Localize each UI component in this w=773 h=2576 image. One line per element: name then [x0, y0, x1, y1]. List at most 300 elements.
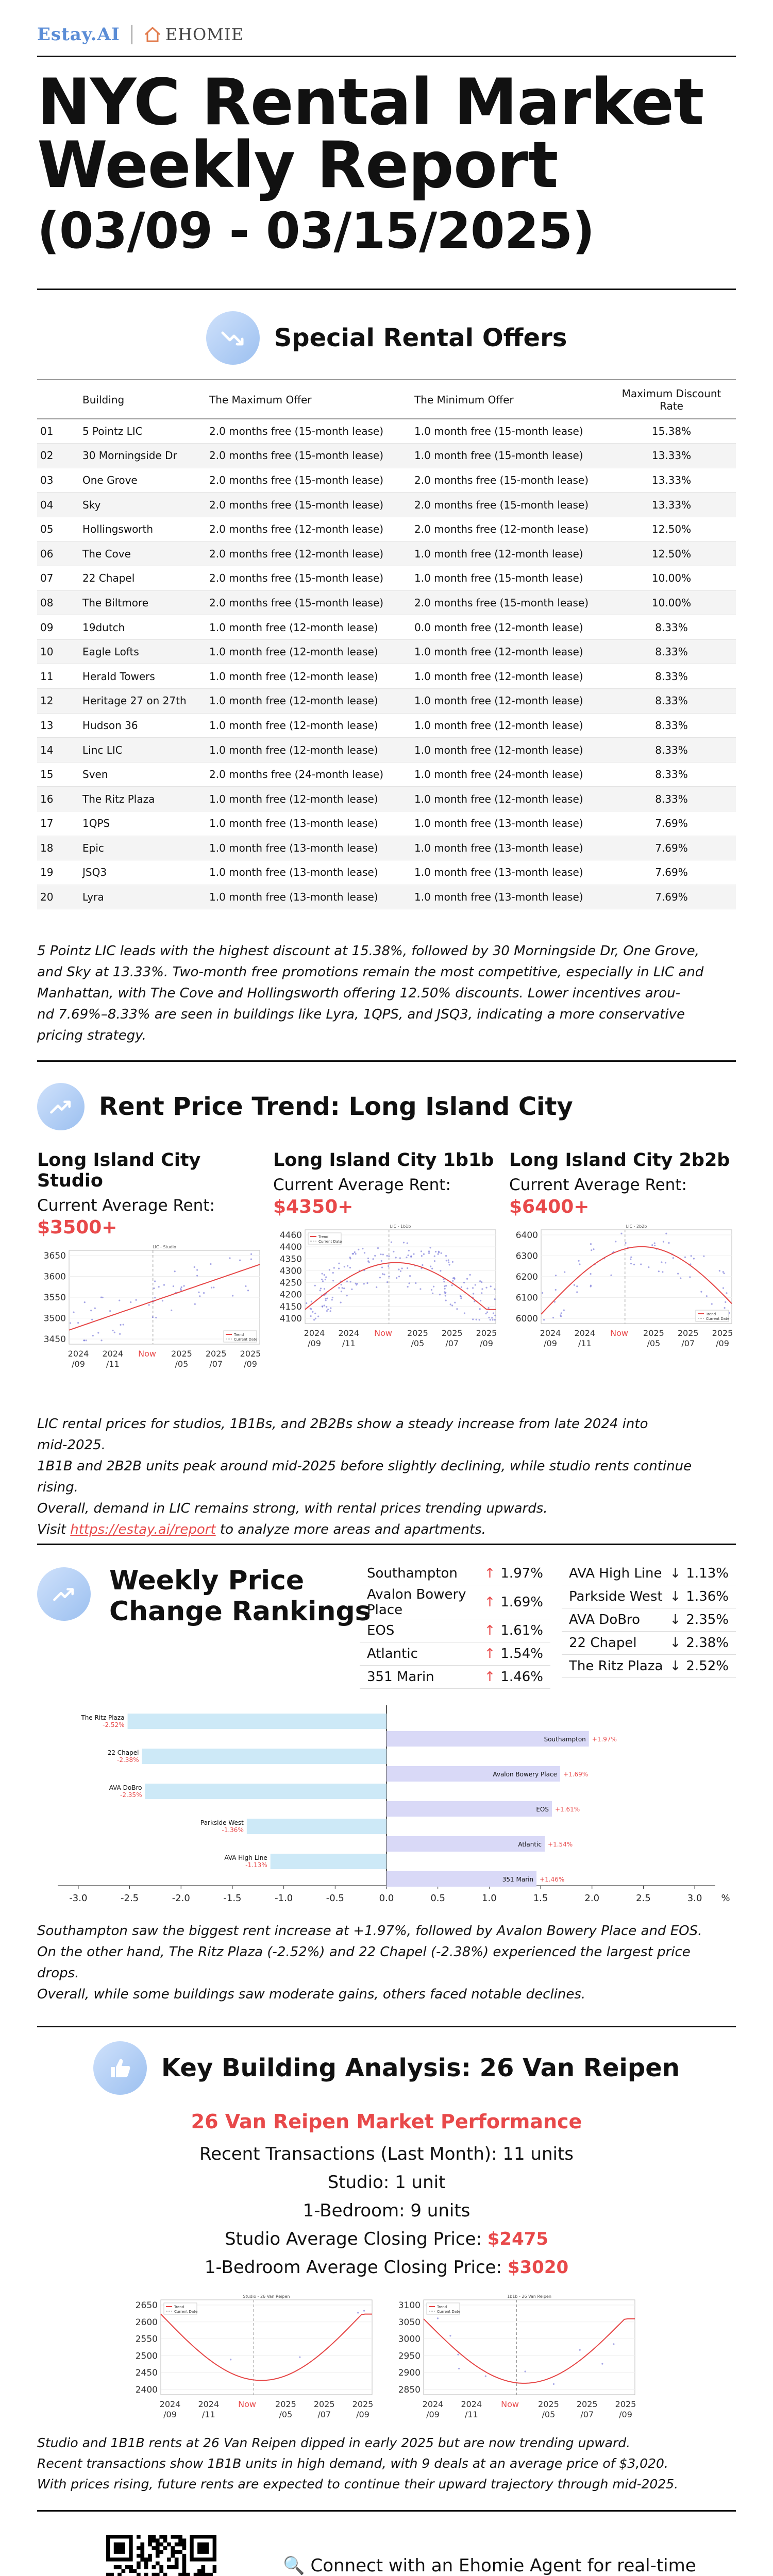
offer-index: 14	[37, 738, 79, 762]
trend-label: Current Average Rent:	[37, 1196, 215, 1215]
offer-discount: 8.33%	[607, 762, 736, 787]
scatter-point	[481, 1281, 482, 1283]
qr-module	[201, 2565, 205, 2569]
bar-value-label: +1.46%	[540, 1876, 565, 1883]
x-tick-label: /05	[175, 1359, 189, 1369]
offer-max: 1.0 month free (12-month lease)	[206, 787, 411, 811]
qr-module	[178, 2535, 182, 2539]
rank-bar-chart	[37, 1700, 736, 1917]
bar-name-label: Parkside West	[200, 1819, 244, 1826]
scatter-point	[434, 1260, 435, 1262]
scatter-point	[452, 1261, 453, 1263]
scatter-point	[100, 1297, 102, 1298]
qr-module	[140, 2557, 144, 2562]
offer-discount: 10.00%	[607, 590, 736, 615]
scatter-point	[338, 1263, 340, 1264]
scatter-point	[92, 1335, 94, 1336]
summary-line: nd 7.69%–8.33% are seen in buildings like Lyra, 1QPS, and JSQ3, indicating a more conservative	[37, 1007, 685, 1022]
qr-module	[129, 2565, 133, 2569]
offer-min: 0.0 month free (12-month lease)	[411, 615, 607, 640]
summary-line: Southampton saw the biggest rent increase at +1.97%, followed by Avalon Bowery Place and EOS.	[37, 1923, 702, 1939]
section-rule	[37, 2510, 736, 2512]
scatter-point	[444, 1288, 446, 1290]
scatter-point	[357, 2312, 359, 2313]
rank-change-value: 1.61%	[500, 1623, 543, 1638]
scatter-point	[180, 1289, 182, 1291]
y-tick-label: 2400	[135, 2385, 158, 2395]
scatter-point	[410, 1256, 412, 1258]
scatter-point	[460, 1296, 462, 1297]
scatter-point	[400, 1270, 401, 1272]
offer-min: 1.0 month free (13-month lease)	[411, 811, 607, 836]
scatter-point	[203, 1292, 205, 1294]
scatter-point	[344, 1266, 345, 1267]
y-tick-label: 3650	[43, 1251, 66, 1261]
bedroom-count-line: 1-Bedroom: 9 units	[303, 2200, 470, 2221]
thumbs-up-icon	[93, 2041, 147, 2095]
offer-index: 13	[37, 713, 79, 738]
scatter-point	[314, 1285, 316, 1286]
scatter-point	[109, 1310, 111, 1312]
x-tick-label: 2025	[538, 2399, 559, 2409]
col-index	[37, 380, 79, 419]
offer-building: Epic	[79, 836, 206, 860]
scatter-point	[485, 1287, 487, 1289]
x-unit-label: %	[721, 1893, 730, 1904]
scatter-point	[443, 1281, 445, 1282]
visit-prefix: Visit	[37, 1522, 71, 1537]
y-tick-label: 4200	[279, 1290, 302, 1300]
qr-module	[137, 2562, 141, 2566]
rank-building: 351 Marin	[367, 1669, 434, 1685]
negative-bar	[247, 1819, 386, 1834]
scatter-point	[421, 1255, 423, 1257]
negative-bar	[145, 1784, 386, 1799]
qr-module	[106, 2573, 110, 2576]
scatter-point	[463, 1282, 465, 1283]
scatter-point	[152, 1316, 154, 1318]
scatter-point	[691, 1255, 692, 1257]
offer-row	[37, 836, 736, 860]
x-tick-label: -1.0	[275, 1893, 293, 1904]
bar-name-label: The Ritz Plaza	[81, 1714, 125, 1721]
rank-change-value: 2.52%	[686, 1658, 729, 1674]
trend-value: $4350+	[273, 1196, 354, 1217]
offer-min: 1.0 month free (15-month lease)	[411, 419, 607, 444]
offer-discount: 7.69%	[607, 885, 736, 909]
offer-max: 1.0 month free (13-month lease)	[206, 860, 411, 885]
y-tick-label: 3450	[43, 1334, 66, 1345]
summary-line: On the other hand, The Ritz Plaza (-2.52%) and 22 Chapel (-2.38%) experienced the largest price	[37, 1944, 691, 1960]
offer-min: 2.0 months free (15-month lease)	[411, 493, 607, 517]
scatter-point	[343, 1287, 345, 1289]
qr-module	[156, 2538, 160, 2543]
offer-discount: 8.33%	[607, 713, 736, 738]
qr-module	[201, 2569, 205, 2573]
studio-price-line	[37, 2225, 736, 2253]
scatter-point	[250, 1253, 252, 1255]
x-tick-label: 2.5	[636, 1893, 651, 1904]
trend-name: Long Island City Studio	[37, 1150, 201, 1191]
col-min-offer: The Minimum Offer	[411, 380, 607, 419]
legend-date-label: Current Date	[706, 1317, 730, 1321]
qr-module	[182, 2543, 187, 2547]
scatter-point	[349, 1258, 351, 1259]
scatter-point	[494, 1315, 496, 1316]
scatter-point	[722, 1271, 724, 1273]
scatter-point	[461, 1286, 462, 1288]
offer-index: 05	[37, 517, 79, 541]
scatter-point	[373, 1258, 374, 1260]
ehomie-logo-text: EHOMIE	[165, 25, 244, 44]
qr-module	[156, 2550, 160, 2554]
summary-line: Studio and 1B1B rents at 26 Van Reipen dipped in early 2025 but are now trending upward.	[37, 2435, 631, 2450]
y-tick-label: 4350	[279, 1254, 302, 1265]
y-tick-label: 2600	[135, 2317, 158, 2328]
scatter-point	[630, 1258, 631, 1260]
offer-discount: 13.33%	[607, 468, 736, 493]
qr-module	[148, 2535, 152, 2539]
x-tick-label: 2024	[422, 2399, 444, 2409]
scatter-point	[677, 1273, 679, 1275]
x-tick-label: Now	[374, 1328, 393, 1338]
x-tick-label: /09	[308, 1338, 321, 1348]
qr-module	[117, 2573, 122, 2576]
scatter-point	[381, 1260, 382, 1262]
scatter-point	[388, 1256, 390, 1257]
scatter-point	[466, 1287, 468, 1289]
scatter-point	[324, 1274, 325, 1276]
scatter-point	[123, 1324, 124, 1325]
scatter-point	[386, 1255, 388, 1257]
trend-label: Current Average Rent:	[509, 1176, 687, 1194]
scatter-point	[326, 1310, 328, 1312]
rank-change-value: 1.36%	[686, 1589, 729, 1604]
visit-line	[37, 1519, 736, 1540]
scatter-point	[355, 1283, 357, 1284]
y-tick-label: 3050	[398, 2317, 421, 2328]
scatter-point	[648, 1266, 649, 1268]
summary-line: Overall, demand in LIC remains strong, with rental prices trending upwards.	[37, 1501, 548, 1516]
scatter-point	[332, 1280, 334, 1281]
scatter-point	[366, 1282, 368, 1284]
section-rule	[37, 1544, 736, 1545]
scatter-point	[490, 1319, 491, 1320]
scatter-point	[183, 1285, 184, 1286]
report-link[interactable]: https://estay.ai/report	[70, 1522, 216, 1537]
bar-name-label: Atlantic	[518, 1841, 542, 1848]
studio-count-line: Studio: 1 unit	[327, 2172, 446, 2193]
rank-row	[360, 1666, 550, 1689]
legend-trend-label: Trend	[437, 2305, 447, 2309]
offer-row	[37, 689, 736, 714]
negative-bar	[271, 1854, 386, 1869]
scatter-point	[665, 1233, 667, 1234]
offer-min: 1.0 month free (12-month lease)	[411, 664, 607, 689]
scatter-point	[480, 1300, 481, 1301]
scatter-point	[330, 1310, 331, 1312]
scatter-point	[196, 1275, 198, 1277]
scatter-point	[171, 1310, 172, 1311]
qr-module	[144, 2562, 148, 2566]
scatter-point	[590, 1243, 592, 1245]
bar-name-label: AVA DoBro	[109, 1784, 142, 1791]
qr-module	[182, 2538, 187, 2543]
scatter-point	[315, 1318, 316, 1319]
section-rule	[37, 2026, 736, 2027]
bar-name-label: Avalon Bowery Place	[493, 1771, 557, 1778]
key-building-header	[37, 2041, 736, 2095]
scatter-point	[689, 1276, 691, 1278]
qr-module	[152, 2546, 156, 2550]
x-tick-label: /11	[464, 2410, 478, 2419]
qr-module	[213, 2569, 216, 2573]
scatter-point	[491, 1317, 493, 1318]
offer-min: 1.0 month free (12-month lease)	[411, 689, 607, 714]
offer-min: 1.0 month free (15-month lease)	[411, 444, 607, 468]
scatter-point	[431, 1289, 432, 1291]
scatter-point	[449, 1264, 450, 1265]
scatter-point	[448, 1261, 449, 1263]
scatter-point	[494, 1319, 496, 1320]
offers-header-row	[37, 380, 736, 419]
footer-line-1: 🔍 Connect with an Ehomie Agent for real-time	[283, 2555, 696, 2576]
scatter-point	[610, 1275, 612, 1276]
x-tick-label: 2025	[205, 1349, 227, 1359]
scatter-point	[250, 1258, 252, 1260]
scatter-point	[388, 1276, 390, 1277]
qr-module	[117, 2565, 122, 2569]
qr-module	[159, 2535, 163, 2539]
key-building-title: Key Building Analysis: 26 Van Reipen	[161, 2054, 680, 2082]
scatter-point	[574, 1284, 575, 1286]
y-tick-label: 3000	[398, 2334, 421, 2345]
rankings-title-line-2: Change Rankings	[109, 1596, 371, 1627]
scatter-point	[154, 1297, 156, 1298]
scatter-point	[724, 1273, 725, 1274]
scatter-point	[543, 1319, 545, 1320]
y-tick-label: 4300	[279, 1266, 302, 1277]
x-tick-label: /11	[106, 1359, 120, 1369]
offer-building: Linc LIC	[79, 738, 206, 762]
scatter-point	[91, 1319, 93, 1320]
bar-name-label: 351 Marin	[502, 1876, 534, 1883]
chart-title: LIC - 2b2b	[626, 1224, 647, 1229]
qr-module	[167, 2557, 171, 2562]
x-tick-label: 0.0	[379, 1893, 394, 1904]
qr-module	[137, 2546, 141, 2550]
y-tick-label: 2650	[135, 2300, 158, 2311]
offer-row	[37, 566, 736, 591]
offer-row	[37, 419, 736, 444]
offer-max: 1.0 month free (12-month lease)	[206, 713, 411, 738]
y-tick-label: 2500	[135, 2351, 158, 2362]
bar-value-label: -1.13%	[245, 1861, 267, 1869]
offer-row	[37, 713, 736, 738]
qr-module	[110, 2573, 114, 2576]
rankings-header	[37, 1562, 736, 1696]
key-building-summary	[37, 2433, 736, 2495]
qr-module	[140, 2554, 144, 2558]
scatter-point	[374, 1255, 376, 1257]
scatter-point	[473, 1293, 474, 1294]
scatter-point	[102, 1297, 104, 1298]
scatter-point	[382, 1253, 384, 1255]
summary-line: Manhattan, with The Cove and Hollingsworth offering 12.50% discounts. Lower incentives arou-	[37, 986, 680, 1001]
qr-module	[140, 2550, 144, 2554]
y-tick-label: 3100	[398, 2300, 421, 2311]
rank-change-value: 1.13%	[686, 1566, 729, 1581]
key-building-stats	[37, 2110, 736, 2282]
scatter-point	[136, 1299, 137, 1301]
scatter-point	[451, 1304, 453, 1306]
scatter-point	[419, 1288, 421, 1290]
scatter-point	[306, 1302, 307, 1304]
offer-building: 19dutch	[79, 615, 206, 640]
rank-row	[360, 1619, 550, 1642]
offer-building: Lyra	[79, 885, 206, 909]
x-tick-label: 2024	[68, 1349, 89, 1359]
qr-module	[175, 2543, 179, 2547]
offer-min: 2.0 months free (12-month lease)	[411, 517, 607, 541]
offer-max: 2.0 months free (12-month lease)	[206, 541, 411, 566]
x-tick-label: 0.5	[430, 1893, 446, 1904]
scatter-point	[458, 2368, 460, 2369]
offer-discount: 8.33%	[607, 615, 736, 640]
scatter-point	[525, 2370, 526, 2372]
qr-module	[197, 2569, 201, 2573]
scatter-point	[230, 2359, 231, 2360]
scatter-point	[407, 1255, 409, 1256]
qr-module	[213, 2565, 216, 2569]
offer-discount: 15.38%	[607, 419, 736, 444]
scatter-point	[395, 1257, 397, 1258]
rank-change-value: 2.38%	[686, 1635, 729, 1651]
trend-studio	[37, 1150, 264, 1378]
scatter-point	[314, 1313, 316, 1314]
scatter-point	[429, 1247, 431, 1248]
x-tick-label: -2.5	[121, 1893, 139, 1904]
rankings-summary	[37, 1921, 736, 2005]
offer-building: Eagle Lofts	[79, 639, 206, 664]
offer-max: 1.0 month free (12-month lease)	[206, 615, 411, 640]
scatter-point	[668, 1242, 669, 1244]
legend-trend-label: Trend	[706, 1312, 716, 1316]
scatter-point	[472, 1287, 474, 1289]
scatter-point	[163, 1284, 165, 1285]
studio-price-value: $2475	[487, 2229, 549, 2249]
rank-change	[484, 1566, 543, 1581]
qr-module	[171, 2535, 175, 2539]
offer-max: 1.0 month free (13-month lease)	[206, 811, 411, 836]
scatter-point	[453, 1277, 455, 1279]
scatter-point	[726, 1292, 727, 1294]
scatter-point	[440, 1270, 441, 1272]
offers-table	[37, 379, 736, 909]
scatter-point	[615, 1241, 616, 1242]
scatter-point	[312, 1311, 313, 1313]
scatter-point	[454, 1302, 456, 1303]
x-tick-label: Now	[501, 2399, 519, 2409]
x-tick-label: 2025	[712, 1328, 733, 1338]
scatter-point	[445, 1285, 447, 1286]
rank-row	[360, 1642, 550, 1666]
qr-module	[144, 2557, 148, 2562]
y-tick-label: 6200	[515, 1272, 538, 1282]
x-tick-label: -2.0	[172, 1893, 190, 1904]
offer-row	[37, 811, 736, 836]
rank-change-value: 1.54%	[500, 1646, 543, 1662]
scatter-point	[415, 1282, 416, 1284]
1b1b-trend-chart	[273, 1222, 500, 1355]
x-tick-label: 2025	[407, 1328, 428, 1338]
house-icon	[144, 26, 161, 43]
x-tick-label: /11	[201, 2410, 215, 2419]
offer-discount: 7.69%	[607, 860, 736, 885]
trend-value: $6400+	[509, 1196, 590, 1217]
bar-value-label: -1.36%	[222, 1826, 244, 1834]
x-tick-label: /09	[544, 1338, 557, 1348]
scatter-point	[555, 1275, 557, 1276]
offer-max: 1.0 month free (12-month lease)	[206, 689, 411, 714]
scatter-point	[382, 1273, 383, 1275]
y-tick-label: 2900	[398, 2368, 421, 2379]
scatter-point	[555, 1289, 557, 1291]
qr-module	[137, 2565, 141, 2569]
rank-change	[484, 1595, 543, 1610]
negative-bar	[142, 1749, 386, 1764]
summary-line: and Sky at 13.33%. Two-month free promotions remain the most competitive, especially in LIC and	[37, 964, 704, 980]
rank-change	[670, 1658, 729, 1674]
scatter-point	[579, 1263, 580, 1265]
qr-module	[167, 2565, 171, 2569]
qr-module	[175, 2550, 179, 2554]
rank-change-value: 1.97%	[500, 1566, 543, 1581]
scatter-point	[579, 2349, 581, 2351]
rank-building: AVA DoBro	[569, 1612, 641, 1628]
offer-max: 2.0 months free (12-month lease)	[206, 517, 411, 541]
rank-building: Atlantic	[367, 1646, 418, 1662]
chart-title: Studio - 26 Van Reipen	[243, 2294, 290, 2299]
scatter-point	[407, 1242, 408, 1244]
offer-min: 1.0 month free (12-month lease)	[411, 639, 607, 664]
scatter-point	[346, 1280, 348, 1282]
x-tick-label: 1.5	[533, 1893, 548, 1904]
scatter-point	[349, 1267, 351, 1268]
scatter-point	[363, 1283, 365, 1284]
legend-date-label: Current Date	[234, 1337, 258, 1342]
scatter-point	[325, 1279, 326, 1280]
scatter-point	[451, 1284, 452, 1286]
x-tick-label: /09	[163, 2410, 177, 2419]
offer-building: One Grove	[79, 468, 206, 493]
col-max-offer: The Maximum Offer	[206, 380, 411, 419]
y-tick-label: 4460	[279, 1230, 302, 1241]
scatter-point	[358, 1249, 359, 1250]
chart-title: LIC - 1b1b	[390, 1224, 411, 1229]
scatter-point	[210, 1263, 211, 1265]
bar-value-label: -2.35%	[120, 1791, 142, 1799]
qr-module	[175, 2562, 179, 2566]
rank-change-value: 1.69%	[500, 1594, 543, 1610]
studio-trend-chart	[37, 1242, 264, 1376]
scatter-point	[625, 1242, 627, 1244]
qr-module	[125, 2565, 129, 2569]
y-tick-label: 6100	[515, 1293, 538, 1303]
scatter-point	[445, 1295, 446, 1296]
scatter-point	[450, 1303, 451, 1305]
key-building-subtitle: 26 Van Reipen Market Performance	[191, 2110, 582, 2133]
